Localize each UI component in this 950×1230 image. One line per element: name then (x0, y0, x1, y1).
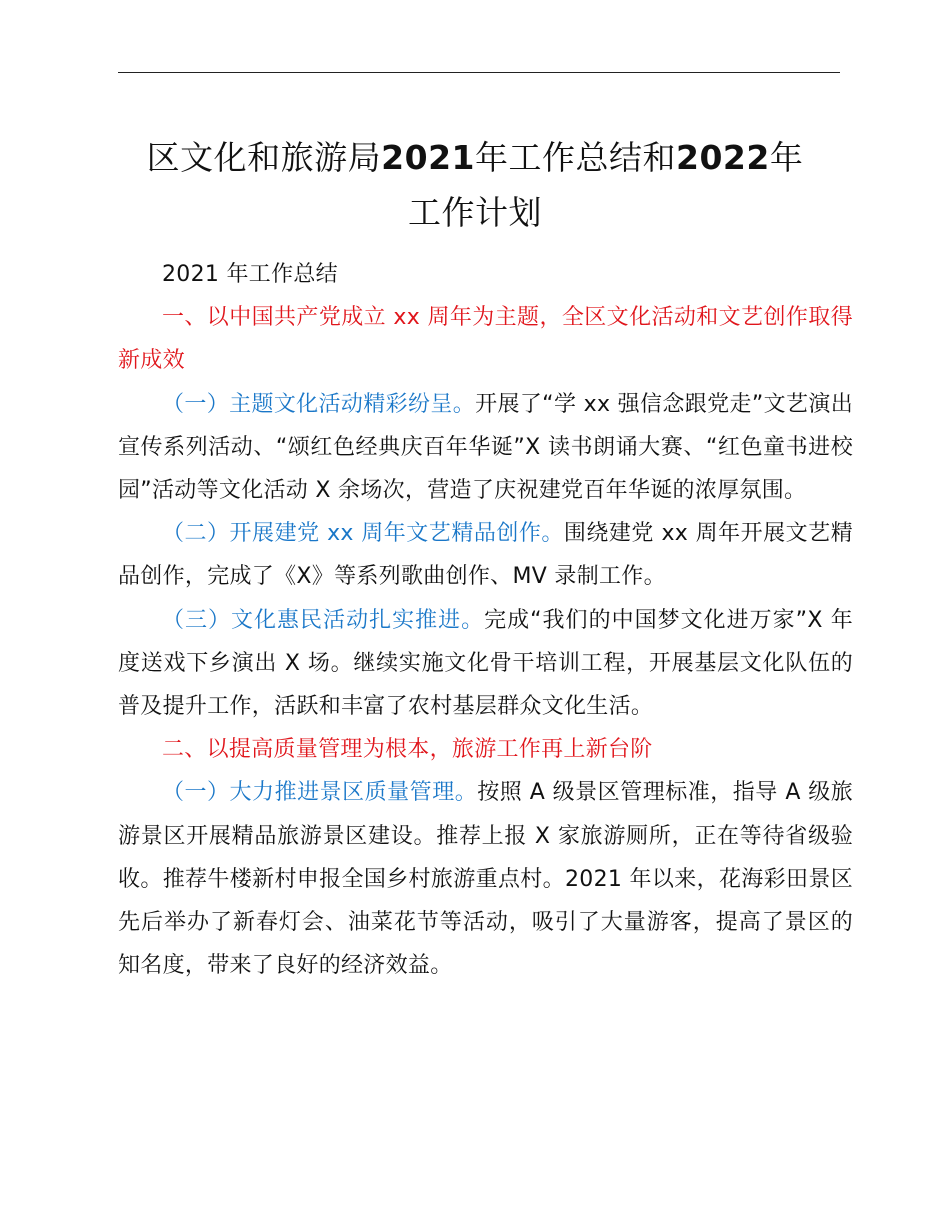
title-year-2021: 2021 (381, 138, 475, 177)
title-text-e: 年 (769, 138, 804, 177)
paragraph-1-3 (118, 599, 853, 729)
title-line-2: 工作计划 (408, 193, 542, 232)
title-line-1 (100, 130, 850, 185)
section-heading-two (118, 728, 853, 771)
title-year-2022: 2022 (676, 138, 770, 177)
document-body (118, 253, 853, 987)
paragraph-2-1-body: 按照 A 级景区管理标准，指导 A 级旅游景区开展精品旅游景区建设。推荐上报 X 家旅游厕所，正在等待省级验收。推荐牛楼新村申报全国乡村旅游重点村。2021 年以来，花海彩田景区先后举办了新春灯会、油菜花节等活动，吸引了大量游客，提高了景区的知名度，带来了良好的经济效益。 (118, 780, 854, 979)
section-heading-summary (118, 253, 853, 296)
paragraph-1-2 (118, 512, 853, 598)
paragraph-1-2-body: 围绕建党 xx 周年开展文艺精品创作，完成了《X》等系列歌曲创作、MV 录制工作。 (118, 521, 853, 590)
paragraph-1-1 (118, 383, 853, 513)
header-rule (118, 72, 840, 73)
summary-heading-text: 2021 年工作总结 (162, 262, 338, 287)
section-heading-one (118, 296, 853, 382)
subheading-1-3: （三）文化惠民活动扎实推进。 (162, 607, 485, 633)
subheading-1-2: （二）开展建党 xx 周年文艺精品创作。 (162, 521, 564, 547)
title-text-a: 区文化和旅游局 (146, 138, 382, 177)
paragraph-2-1 (118, 771, 853, 987)
section-one-heading-text: 一、以中国共产党成立 xx 周年为主题，全区文化活动和文艺创作取得新成效 (118, 305, 853, 374)
paragraph-1-3-body: 完成“我们的中国梦文化进万家”X 年度送戏下乡演出 X 场。继续实施文化骨干培训工程，开展基层文化队伍的普及提升工作，活跃和丰富了农村基层群众文化生活。 (118, 607, 854, 720)
section-two-heading-text: 二、以提高质量管理为根本，旅游工作再上新台阶 (162, 737, 653, 763)
subheading-1-1: （一）主题文化活动精彩纷呈。 (162, 391, 476, 417)
subheading-2-1: （一）大力推进景区质量管理。 (162, 780, 478, 806)
document-title (100, 130, 850, 240)
title-text-c: 年工作总结和 (475, 138, 676, 177)
paragraph-1-1-body: 开展了“学 xx 强信念跟党走”文艺演出宣传系列活动、“颂红色经典庆百年华诞”X 读书朗诵大赛、“红色童书进校园”活动等文化活动 X 余场次，营造了庆祝建党百年华诞的浓厚氛围。 (118, 391, 853, 504)
